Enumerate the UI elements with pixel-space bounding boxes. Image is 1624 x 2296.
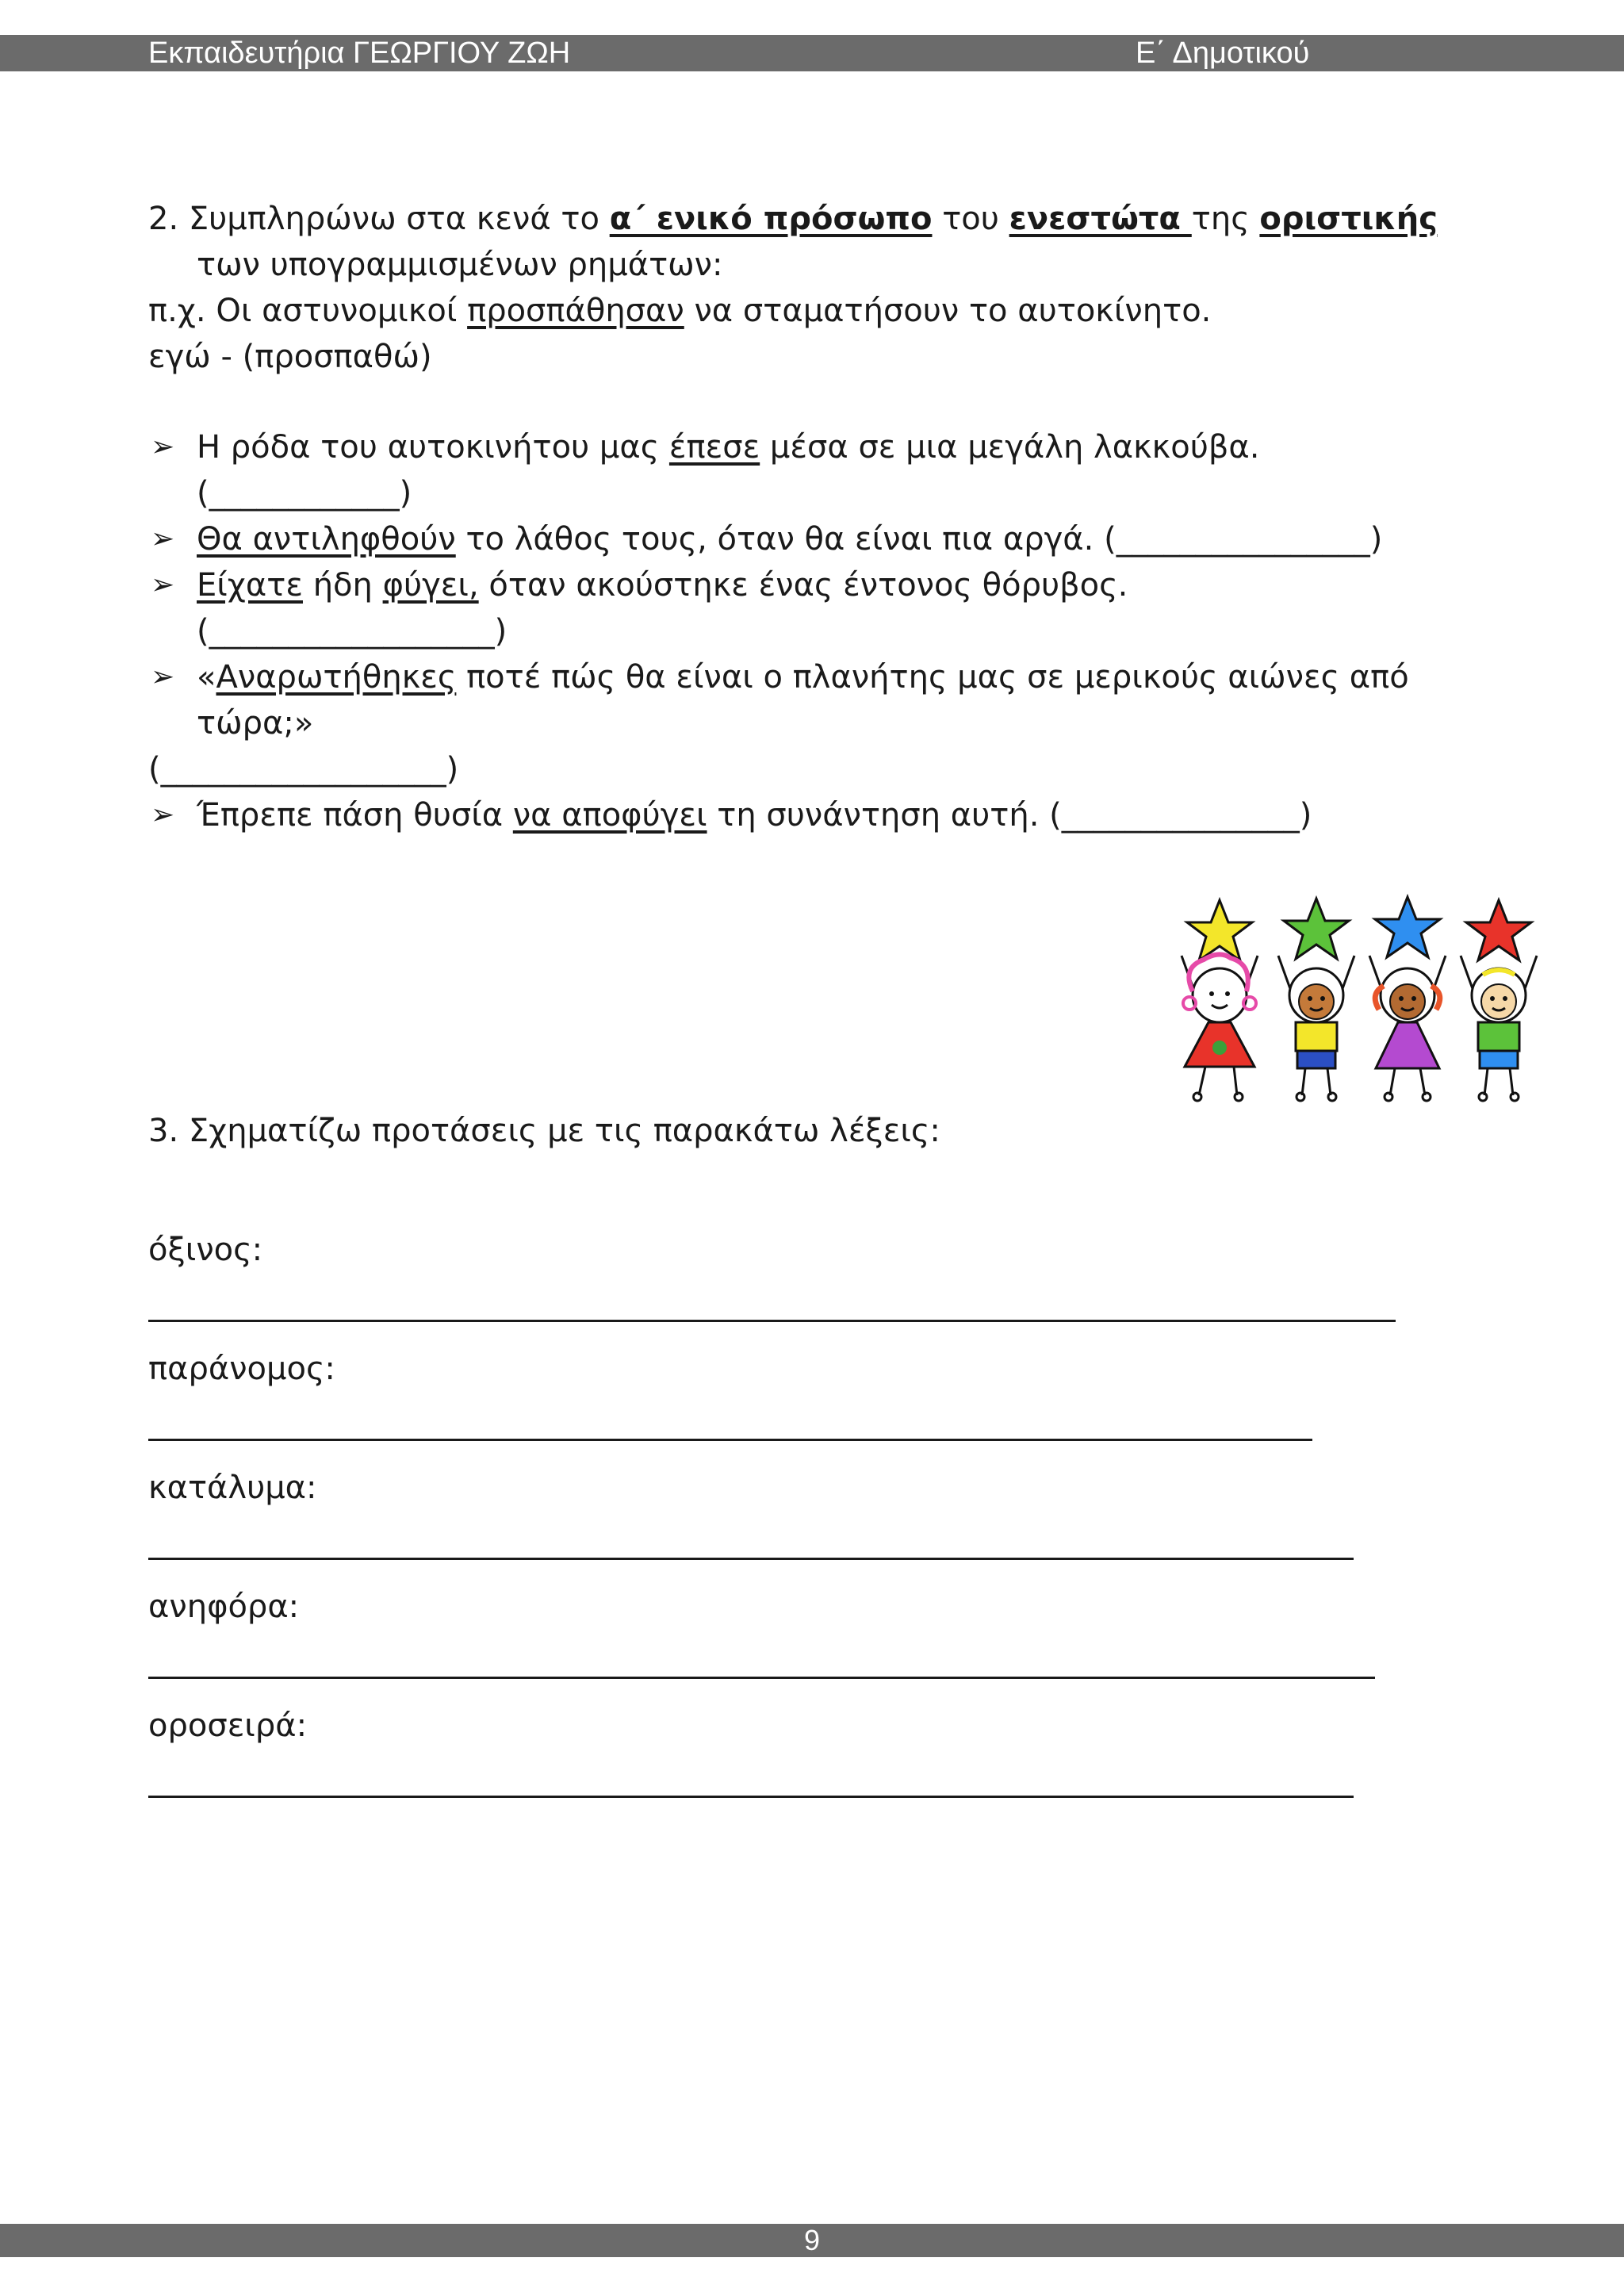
word-label: ανηφόρα: [148,1589,300,1625]
example-sentence: π.χ. Οι αστυνομικοί προσπάθησαν να σταματήσουν το αυτοκίνητο. [148,293,1212,329]
keyword-mood: οριστικής [1259,201,1438,237]
item3-answer-blank[interactable]: (__________________) [197,613,508,650]
arrow-bullet-icon: ➢ [151,799,175,831]
item4-sentence: «Αναρωτήθηκες ποτέ πώς θα είναι ο πλανήτης μας σε μερικούς αιώνες από [197,659,1409,696]
item5-sentence: Έπρεπε πάση θυσία να αποφύγει τη συνάντηση αυτή. (_______________) [197,797,1312,834]
grade-label: Ε΄ Δημοτικού [1136,36,1310,70]
arrow-bullet-icon: ➢ [151,569,175,601]
item2-verb: Θα αντιληφθούν [197,521,456,558]
children-with-stars-illustration [1166,892,1562,1106]
child-2-icon [1278,899,1354,1101]
page-number: 9 [803,2224,821,2256]
word-label: κατάλυμα: [148,1470,317,1506]
page-footer [0,2224,1624,2257]
answer-line[interactable] [148,1320,1396,1322]
exercise3-title: 3. Σχηματίζω προτάσεις με τις παρακάτω λέξεις: [148,1113,940,1149]
item4-verb: Αναρωτήθηκες [216,659,457,696]
item4-sentence-cont: τώρα;» [197,705,314,742]
page-header [0,35,1624,71]
arrow-bullet-icon: ➢ [151,661,175,693]
item1-answer-blank[interactable]: (____________) [197,475,412,512]
answer-line[interactable] [148,1439,1312,1441]
item2-answer-blank[interactable]: (________________) [1104,521,1383,558]
word-label: οροσειρά: [148,1708,308,1744]
example-verb: προσπάθησαν [467,293,684,329]
keyword-person: α΄ ενικό πρόσωπο [609,201,933,237]
child-3-icon [1369,897,1446,1101]
exercise2-instruction-cont: των υπογραμμισμένων ρημάτων: [197,247,723,283]
arrow-bullet-icon: ➢ [151,431,175,463]
arrow-bullet-icon: ➢ [151,523,175,555]
child-4-icon [1461,900,1537,1101]
item3-verb2: φύγει, [382,567,479,604]
exercise2-instruction: 2. Συμπληρώνω στα κενά το α΄ ενικό πρόσωπο του ενεστώτα της οριστικής [148,201,1438,237]
item1-verb: έπεσε [668,429,760,466]
answer-line[interactable] [148,1677,1375,1679]
word-label: όξινος: [148,1232,263,1268]
word-label: παράνομος: [148,1351,335,1387]
keyword-tense: ενεστώτα [1009,201,1192,237]
child-1-icon [1182,900,1258,1101]
item5-verb: να αποφύγει [512,797,707,834]
item4-answer-blank[interactable]: (__________________) [148,751,459,788]
item3-verb1: Είχατε [197,567,303,604]
item5-answer-blank[interactable]: (_______________) [1049,797,1312,834]
example-answer: εγώ - (προσπαθώ) [148,339,432,375]
answer-line[interactable] [148,1796,1354,1798]
school-name: Εκπαιδευτήρια ΓΕΩΡΓΙΟΥ ΖΩΗ [148,36,571,70]
item2-sentence: Θα αντιληφθούν το λάθος τους, όταν θα είναι πια αργά. (________________) [197,521,1383,558]
answer-line[interactable] [148,1558,1354,1560]
item1-sentence: Η ρόδα του αυτοκινήτου μας έπεσε μέσα σε μια μεγάλη λακκούβα. [197,429,1260,466]
item3-sentence: Είχατε ήδη φύγει, όταν ακούστηκε ένας έντονος θόρυβος. [197,567,1128,604]
